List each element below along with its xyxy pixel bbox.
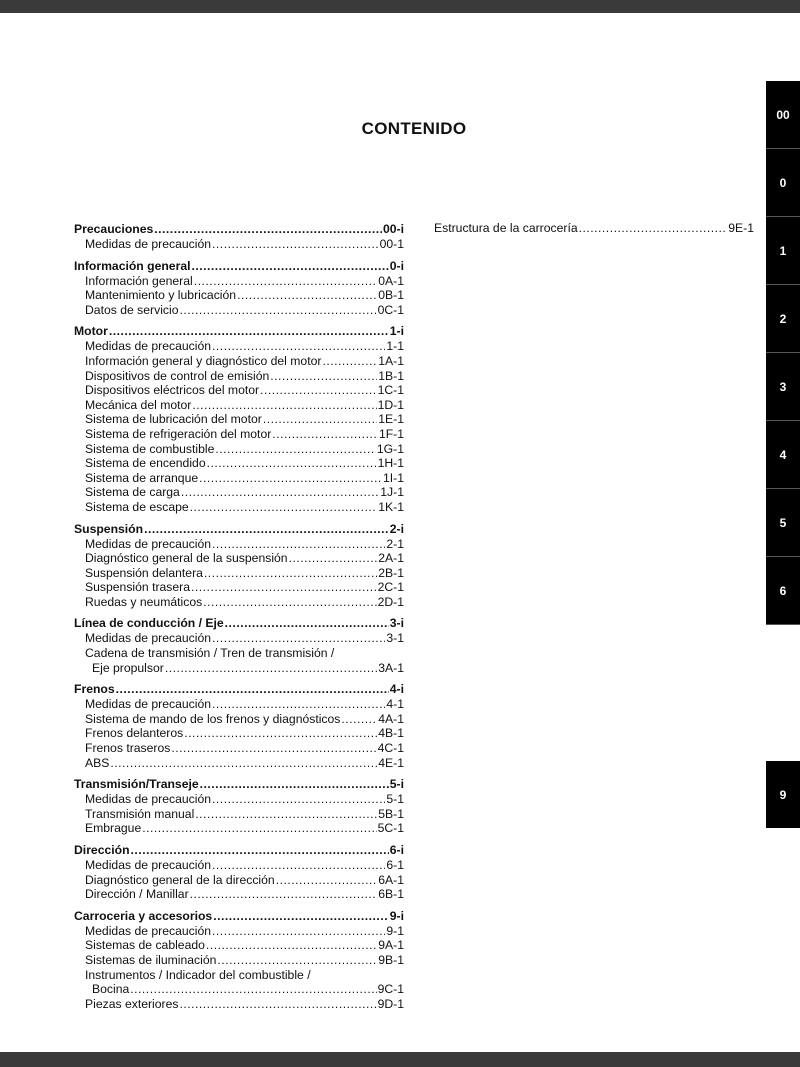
toc-page-number: 1D-1 [377, 397, 404, 412]
dot-leader [171, 741, 376, 756]
toc-entry[interactable] [74, 580, 404, 595]
toc-page-number: 00-1 [379, 237, 404, 251]
toc-page-number: 1G-1 [376, 441, 404, 456]
dot-leader [109, 323, 389, 339]
toc-page-number: 2A-1 [378, 551, 404, 566]
toc-entry[interactable] [74, 369, 404, 384]
toc-entry[interactable] [74, 412, 404, 427]
dot-leader [212, 631, 385, 646]
toc-page-number: 9-1 [386, 923, 404, 938]
toc-page-number: 9C-1 [377, 982, 404, 997]
dot-leader [191, 258, 388, 274]
dot-leader [204, 566, 377, 581]
toc-label: Cadena de transmisión / Tren de transmisión / [85, 646, 335, 661]
toc-label: Sistema de arranque [85, 470, 199, 485]
toc-section-heading[interactable] [74, 681, 404, 697]
toc-entry[interactable] [74, 741, 404, 756]
toc-entry[interactable] [74, 924, 404, 939]
section-tab-6[interactable]: 6 [766, 557, 800, 625]
toc-label: Sistemas de cableado [85, 938, 205, 953]
toc-entry[interactable] [74, 274, 404, 289]
toc-section-heading[interactable] [74, 221, 404, 237]
toc-label: Información general [85, 273, 193, 288]
toc-section [74, 776, 404, 836]
toc-entry[interactable] [74, 646, 404, 661]
dot-leader [579, 221, 728, 236]
toc-label: Motor [74, 324, 108, 339]
toc-label: Sistema de combustible [85, 441, 215, 456]
toc-label: Sistema de encendido [85, 456, 206, 471]
toc-label: Medidas de precaución [85, 858, 212, 872]
toc-label: Sistema de escape [85, 499, 189, 514]
dot-leader [260, 383, 377, 398]
toc-entry[interactable] [74, 537, 404, 552]
toc-label: Medidas de precaución [85, 237, 212, 251]
toc-page-number: 3-1 [386, 631, 404, 646]
toc-page-number: 9B-1 [378, 952, 404, 967]
toc-page-number: 2-i [389, 521, 404, 536]
toc-entry[interactable] [434, 221, 754, 236]
toc-label: Ruedas y neumáticos [85, 594, 203, 609]
toc-section [74, 615, 404, 675]
toc-section [74, 521, 404, 610]
dot-leader [237, 288, 377, 303]
dot-leader [322, 354, 377, 369]
section-tab-9[interactable]: 9 [766, 761, 800, 828]
toc-label: Medidas de precaución [85, 792, 212, 807]
toc-entry[interactable] [74, 661, 404, 676]
toc-page-number: 4E-1 [378, 755, 404, 770]
dot-leader [212, 339, 385, 354]
toc-page-number: 1B-1 [378, 368, 404, 383]
dot-leader [212, 858, 385, 873]
toc-page-number: 2-1 [386, 536, 404, 551]
toc-entry[interactable] [74, 873, 404, 888]
toc-label: Bocina [92, 982, 130, 997]
toc-section-heading[interactable] [74, 615, 404, 631]
toc-page-number: 1I-1 [382, 470, 404, 485]
toc-label: Estructura de la carrocería [434, 221, 578, 235]
toc-page-number: 2B-1 [378, 565, 404, 580]
toc-section-heading[interactable] [74, 323, 404, 339]
dot-leader [213, 908, 389, 924]
toc-section-heading[interactable] [74, 842, 404, 858]
toc-entry[interactable] [74, 442, 404, 457]
toc-section-heading[interactable] [74, 776, 404, 792]
toc-entry[interactable] [74, 792, 404, 807]
toc-entry[interactable] [74, 398, 404, 413]
toc-page-number: 2D-1 [377, 594, 404, 609]
toc-entry[interactable] [74, 500, 404, 515]
toc-entry[interactable] [74, 726, 404, 741]
toc-page-number: 0B-1 [378, 288, 404, 303]
toc-page-number: 6-i [389, 843, 404, 857]
toc-label: Medidas de precaución [85, 536, 212, 551]
toc-page-number: 6A-1 [378, 872, 404, 887]
toc-page-number: 0A-1 [378, 273, 404, 288]
toc-entry[interactable] [74, 551, 404, 566]
toc-page-number: 0C-1 [377, 302, 404, 317]
toc-entry[interactable] [74, 807, 404, 822]
toc-entry[interactable] [74, 631, 404, 646]
toc-page-number: 3-i [389, 616, 404, 631]
toc-page-number: 5-i [389, 777, 404, 792]
dot-leader [270, 369, 377, 384]
toc-label: Dirección [74, 843, 130, 857]
toc-label: ABS [85, 755, 110, 770]
toc-label: Transmisión/Transeje [74, 777, 199, 792]
toc-page-number: 9E-1 [728, 221, 754, 235]
toc-entry[interactable] [74, 427, 404, 442]
dot-leader [142, 821, 376, 836]
dot-leader [263, 412, 377, 427]
toc-label: Dispositivos eléctricos del motor [85, 383, 260, 398]
toc-page-number: 4-i [389, 682, 404, 697]
toc-page-number: 4-1 [386, 697, 404, 712]
toc-entry[interactable] [74, 712, 404, 727]
toc-label: Eje propulsor [92, 660, 164, 675]
toc-page-number: 1-i [389, 324, 404, 339]
dot-leader [206, 938, 377, 953]
dot-leader [116, 681, 389, 697]
toc-entry[interactable] [74, 938, 404, 953]
toc-page-number: 5-1 [386, 792, 404, 807]
dot-leader [179, 997, 376, 1012]
toc-label: Sistema de refrigeración del motor [85, 426, 272, 441]
toc-label: Suspensión [74, 521, 144, 536]
toc-entry[interactable] [74, 858, 404, 873]
toc-label: Dispositivos de control de emisión [85, 368, 270, 383]
toc-label: Información general y diagnóstico del motor [85, 353, 322, 368]
toc-entry[interactable] [74, 821, 404, 836]
toc-section [74, 221, 404, 252]
dot-leader [212, 924, 385, 939]
toc-section-heading[interactable] [74, 258, 404, 274]
toc-label: Precauciones [74, 222, 154, 236]
section-tab-3[interactable]: 3 [766, 353, 800, 421]
toc-page-number: 00-i [382, 222, 404, 236]
toc-label: Sistema de lubricación del motor [85, 412, 262, 427]
toc-entry[interactable] [74, 354, 404, 369]
toc-label: Embrague [85, 821, 142, 836]
dot-leader [276, 873, 378, 888]
toc-section [74, 681, 404, 770]
toc-page-number: 1K-1 [378, 499, 404, 514]
toc-section-heading[interactable] [74, 521, 404, 537]
toc-entry[interactable] [74, 953, 404, 968]
toc-page-number: 6-1 [386, 858, 404, 872]
dot-leader [184, 726, 377, 741]
toc-page-number: 4B-1 [378, 726, 404, 741]
toc-label: Sistemas de iluminación [85, 952, 217, 967]
dot-leader [199, 471, 382, 486]
dot-leader [203, 595, 376, 610]
toc-entry[interactable] [74, 237, 404, 252]
section-tab-0[interactable]: 0 [766, 149, 800, 217]
toc-entry[interactable] [74, 595, 404, 610]
dot-leader [289, 551, 378, 566]
toc-section [74, 323, 404, 514]
dot-leader [212, 697, 385, 712]
toc-label: Medidas de precaución [85, 631, 212, 646]
dot-leader [181, 485, 379, 500]
dot-leader [165, 661, 377, 676]
toc-page-number: 1E-1 [378, 412, 404, 427]
section-tab-4[interactable]: 4 [766, 421, 800, 489]
section-tab-2[interactable]: 2 [766, 285, 800, 353]
toc-label: Frenos traseros [85, 741, 171, 756]
toc-label: Medidas de precaución [85, 339, 212, 354]
toc-page-number: 9-i [389, 908, 404, 923]
toc-entry[interactable] [74, 756, 404, 771]
toc-entry[interactable] [74, 887, 404, 902]
dot-leader [212, 792, 385, 807]
toc-label: Mecánica del motor [85, 397, 192, 412]
dot-leader [154, 221, 382, 237]
toc-page-number: 0-i [389, 258, 404, 273]
dot-leader [225, 615, 389, 631]
dot-leader [212, 537, 385, 552]
dot-leader [215, 442, 376, 457]
toc-label: Medidas de precaución [85, 697, 212, 712]
toc-label: Mantenimiento y lubricación [85, 288, 237, 303]
toc-label: Sistema de mando de los frenos y diagnósticos [85, 711, 341, 726]
toc-label: Frenos delanteros [85, 726, 184, 741]
toc-section [74, 908, 404, 1012]
toc-label: Transmisión manual [85, 806, 195, 821]
toc-label: Medidas de precaución [85, 923, 212, 938]
toc-label: Piezas exteriores [85, 996, 179, 1011]
dot-leader [131, 842, 389, 858]
toc-section-heading[interactable] [74, 908, 404, 924]
toc-label: Instrumentos / Indicador del combustible / [85, 967, 311, 982]
dot-leader [195, 807, 377, 822]
dot-leader [194, 274, 378, 289]
toc-page-number: 1A-1 [378, 353, 404, 368]
toc-entry[interactable] [74, 471, 404, 486]
section-tab-5[interactable]: 5 [766, 489, 800, 557]
dot-leader [179, 303, 376, 318]
toc-entry[interactable] [74, 566, 404, 581]
top-bar [0, 0, 800, 13]
dot-leader [200, 776, 389, 792]
toc-page-number: 1-1 [386, 339, 404, 354]
toc-page-number: 1H-1 [377, 456, 404, 471]
toc-page-number: 9D-1 [377, 996, 404, 1011]
toc-entry[interactable] [74, 997, 404, 1012]
toc-label: Suspensión trasera [85, 580, 191, 595]
toc-page-number: 1F-1 [378, 426, 404, 441]
toc-label: Frenos [74, 682, 115, 697]
toc-label: Información general [74, 258, 191, 273]
dot-leader [190, 500, 378, 515]
toc-right-column [434, 221, 754, 236]
dot-leader [207, 456, 377, 471]
toc-page-number: 1J-1 [380, 485, 404, 500]
section-tabs [766, 81, 800, 625]
dot-leader [341, 712, 377, 727]
toc-label: Datos de servicio [85, 302, 179, 317]
dot-leader [130, 982, 376, 997]
toc-page-number: 2C-1 [377, 580, 404, 595]
toc-entry[interactable] [74, 968, 404, 983]
toc-entry[interactable] [74, 288, 404, 303]
toc-label: Sistema de carga [85, 485, 180, 500]
bottom-bar [0, 1052, 800, 1067]
toc-entry[interactable] [74, 485, 404, 500]
toc-entry[interactable] [74, 339, 404, 354]
dot-leader [191, 580, 377, 595]
dot-leader [144, 521, 389, 537]
dot-leader [192, 398, 376, 413]
toc-label: Línea de conducción / Eje [74, 616, 224, 631]
toc-label: Suspensión delantera [85, 565, 203, 580]
toc-page-number: 6B-1 [378, 887, 404, 902]
toc-label: Carroceria y accesorios [74, 908, 213, 923]
toc-page-number: 5B-1 [378, 806, 404, 821]
toc-entry[interactable] [74, 383, 404, 398]
toc-page-number: 1C-1 [377, 383, 404, 398]
dot-leader [110, 756, 377, 771]
toc-label: Diagnóstico general de la dirección [85, 872, 275, 887]
toc-section [74, 842, 404, 902]
dot-leader [212, 237, 379, 252]
page-title: CONTENIDO [361, 119, 467, 138]
section-tab-00[interactable]: 00 [766, 81, 800, 149]
dot-leader [272, 427, 378, 442]
toc-page-number: 9A-1 [378, 938, 404, 953]
toc-entry[interactable] [74, 456, 404, 471]
section-tab-1[interactable]: 1 [766, 217, 800, 285]
toc-page-number: 5C-1 [377, 821, 404, 836]
toc-label: Dirección / Manillar [85, 887, 189, 902]
toc-section [74, 258, 404, 318]
toc-entry[interactable] [74, 303, 404, 318]
dot-leader [217, 953, 377, 968]
toc-page-number: 4C-1 [377, 741, 404, 756]
toc-left-column [74, 221, 404, 1017]
toc-entry[interactable] [74, 697, 404, 712]
toc-entry[interactable] [74, 982, 404, 997]
toc-page-number: 4A-1 [378, 711, 404, 726]
toc-label: Diagnóstico general de la suspensión [85, 551, 288, 566]
toc-page-number: 3A-1 [378, 660, 404, 675]
dot-leader [190, 887, 378, 902]
